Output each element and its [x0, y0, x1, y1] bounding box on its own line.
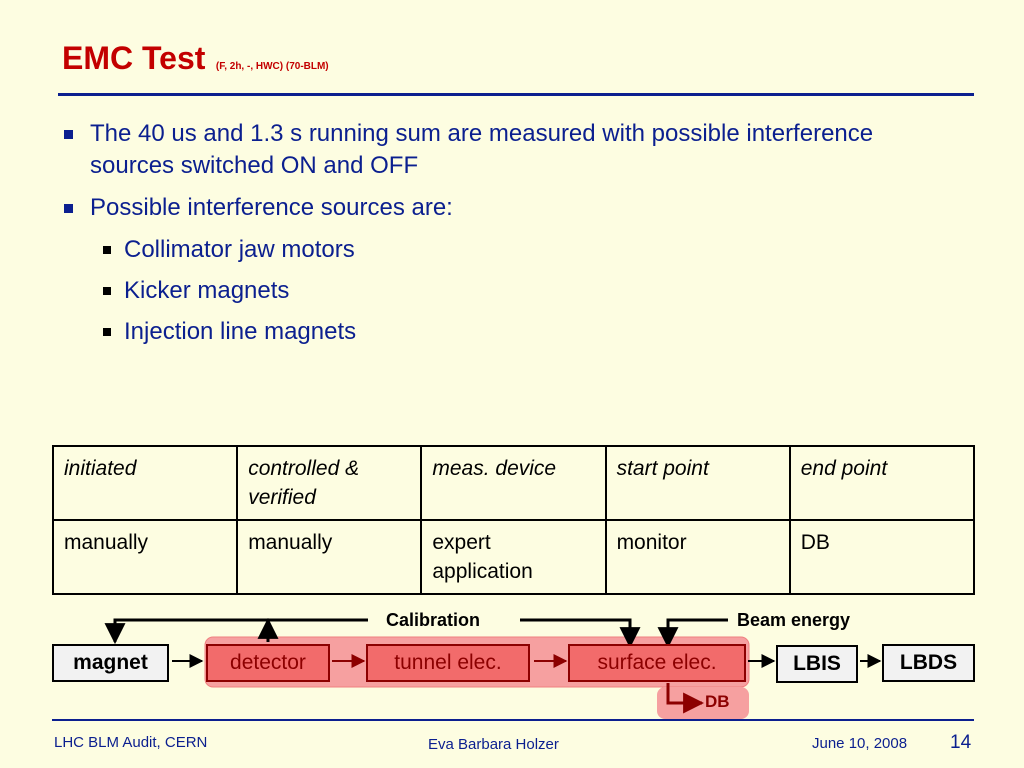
db-label: DB — [705, 692, 730, 711]
calibration-label: Calibration — [386, 610, 481, 630]
magnet-box: magnet — [52, 644, 169, 682]
sub-bullet-text: Kicker magnets — [124, 277, 290, 304]
table-cell: manually — [53, 520, 237, 594]
sub-bullet-text: Collimator jaw motors — [124, 236, 355, 263]
footer-rule — [52, 719, 974, 721]
bullet-text: Possible interference sources are: — [90, 194, 453, 221]
title-tag: (F, 2h, -, HWC) (70-BLM) — [215, 61, 329, 72]
tunnel-electronics-box: tunnel elec. — [366, 644, 530, 682]
footer-left: LHC BLM Audit, CERN — [54, 734, 208, 751]
lbds-box: LBDS — [882, 644, 975, 682]
table-header-cell: controlled & verified — [237, 446, 421, 520]
table-header-cell: initiated — [53, 446, 237, 520]
table-cell: monitor — [606, 520, 790, 594]
title-main: EMC Test — [62, 40, 206, 76]
lbis-box: LBIS — [776, 645, 858, 683]
table-cell: manually — [237, 520, 421, 594]
detector-box: detector — [206, 644, 330, 682]
page-number: 14 — [950, 732, 972, 753]
sub-bullet-text: Injection line magnets — [124, 318, 357, 345]
table-cell: expert application — [421, 520, 605, 594]
table-header-cell: meas. device — [421, 446, 605, 520]
footer-author: Eva Barbara Holzer — [428, 736, 559, 753]
table-header-cell: end point — [790, 446, 974, 520]
table-cell: DB — [790, 520, 974, 594]
footer-date: June 10, 2008 — [812, 735, 908, 752]
table-header-cell: start point — [606, 446, 790, 520]
bullet-text: The 40 us and 1.3 s running sum are measured with possible interference sources switched ON and OFF — [90, 120, 874, 179]
surface-electronics-box: surface elec. — [568, 644, 746, 682]
beam-energy-label: Beam energy — [737, 610, 851, 630]
